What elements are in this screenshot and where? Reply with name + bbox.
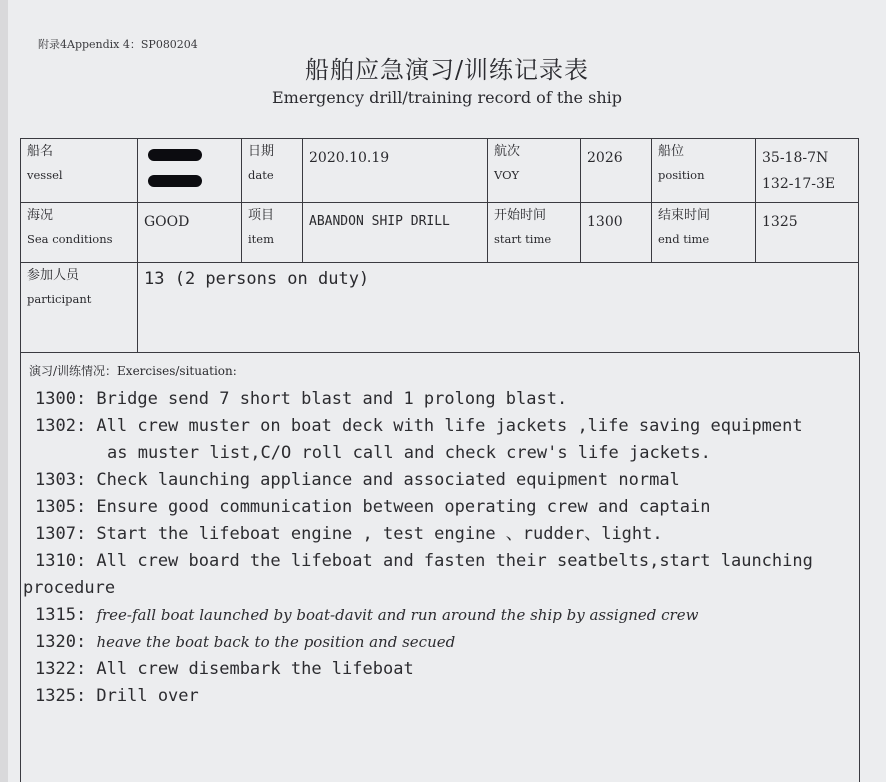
participant-label: 参加人员 participant <box>21 263 138 353</box>
vessel-label: 船名 vessel <box>21 139 138 203</box>
row-participants <box>21 263 859 353</box>
position-label: 船位 position <box>652 139 756 203</box>
voy-value: 2026 <box>581 139 652 203</box>
log-entry: 1307: Start the lifeboat engine , test engine 、rudder、light. <box>35 524 663 544</box>
end-time-label: 结束时间 end time <box>652 203 756 263</box>
redaction-mark <box>148 175 202 187</box>
log-text-handwritten: free-fall boat launched by boat-davit and run around the ship by assigned crew <box>96 606 699 624</box>
row-vessel <box>21 139 859 203</box>
sea-label: 海况 Sea conditions <box>21 203 138 263</box>
log-entry-continued: as muster list,C/O roll call and check crew's life jackets. <box>107 443 711 463</box>
log-text-handwritten: heave the boat back to the position and secued <box>96 633 456 651</box>
redaction-mark <box>148 149 202 161</box>
date-label: 日期 date <box>242 139 303 203</box>
log-entry: 1305: Ensure good communication between operating crew and captain <box>35 497 711 517</box>
situation-label: 演习/训练情况：Exercises/situation: <box>29 364 237 378</box>
log-entry: 1322: All crew disembark the lifeboat <box>35 659 414 679</box>
log-time: 1315: <box>35 605 87 625</box>
log-entry: 1303: Check launching appliance and associated equipment normal <box>35 470 680 490</box>
log-entry <box>35 602 859 629</box>
item-value: ABANDON SHIP DRILL <box>303 203 488 263</box>
log-entry: 1310: All crew board the lifeboat and fasten their seatbelts,start launching <box>35 551 813 571</box>
row-conditions <box>21 203 859 263</box>
voy-label: 航次 VOY <box>488 139 581 203</box>
item-label: 项目 item <box>242 203 303 263</box>
log-entry: 1300: Bridge send 7 short blast and 1 prolong blast. <box>35 389 568 409</box>
title-chinese: 船舶应急演习/训练记录表 <box>304 56 590 84</box>
log-entry-continued: procedure <box>23 578 116 598</box>
drill-log <box>23 386 859 710</box>
position-value: 35-18-7N 132-17-3E <box>756 139 859 203</box>
log-entry: 1325: Drill over <box>35 686 199 706</box>
title-english: Emergency drill/training record of the ship <box>272 88 622 107</box>
record-table <box>20 138 859 353</box>
vessel-value <box>138 139 242 203</box>
sea-value: GOOD <box>138 203 242 263</box>
start-time-label: 开始时间 start time <box>488 203 581 263</box>
participant-value: 13 (2 persons on duty) <box>138 263 859 353</box>
log-entry: 1302: All crew muster on boat deck with life jackets ,life saving equipment <box>35 416 803 436</box>
date-value: 2020.10.19 <box>303 139 488 203</box>
appendix-ref: 附录4Appendix 4：SP080204 <box>38 38 198 51</box>
start-time-value: 1300 <box>581 203 652 263</box>
log-time: 1320: <box>35 632 87 652</box>
log-entry <box>35 629 859 656</box>
end-time-value: 1325 <box>756 203 859 263</box>
situation-section <box>20 352 860 782</box>
